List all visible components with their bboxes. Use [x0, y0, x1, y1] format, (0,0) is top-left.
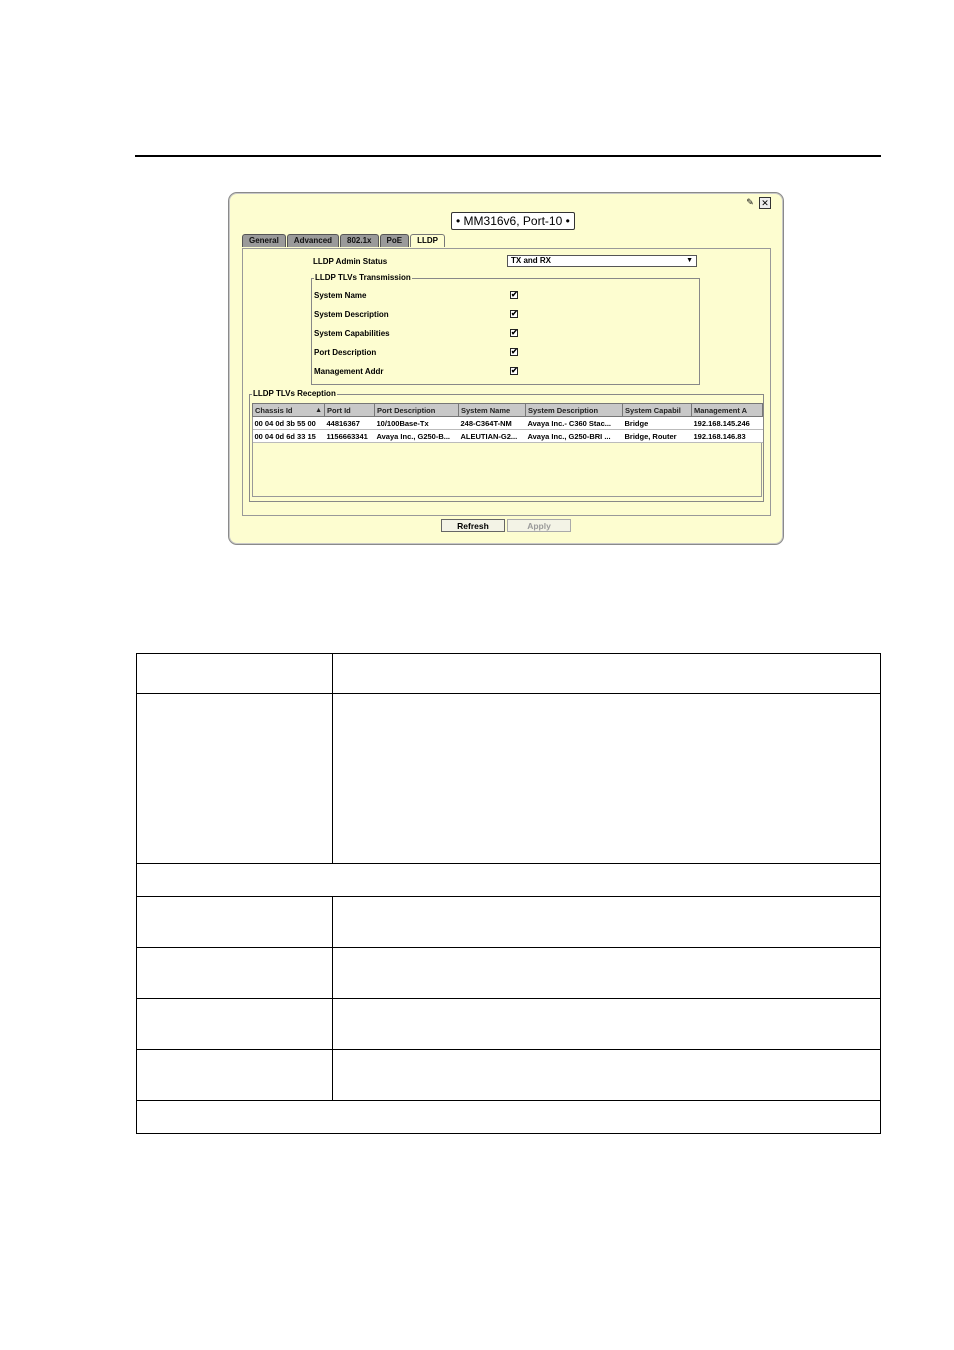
cell-port-description: 10/100Base-Tx	[375, 417, 459, 430]
table-row[interactable]	[253, 430, 763, 443]
col-chassis-id-label: Chassis Id	[255, 405, 293, 415]
reception-group-title: LLDP TLVs Reception	[253, 389, 336, 398]
col-chassis-id[interactable]	[253, 404, 325, 417]
apply-button[interactable]: Apply	[507, 519, 571, 532]
transmission-group	[311, 273, 700, 385]
col-system-description[interactable]: System Description	[526, 404, 623, 417]
table-cell	[332, 654, 880, 694]
table-cell	[332, 694, 880, 864]
table-cell	[137, 999, 333, 1050]
table-row	[137, 999, 881, 1050]
table-row	[137, 948, 881, 999]
table-cell	[332, 897, 880, 948]
cell-port-description: Avaya Inc., G250-B...	[375, 430, 459, 443]
tab-lldp[interactable]: LLDP	[410, 234, 445, 247]
table-cell	[332, 1050, 880, 1101]
admin-status-value: TX and RX	[511, 256, 552, 265]
tlv-label-system-capabilities: System Capabilities	[314, 329, 390, 338]
table-cell	[137, 864, 881, 897]
pin-icon[interactable]: ✎	[746, 197, 754, 207]
window-title: • MM316v6, Port-10 •	[451, 212, 575, 230]
table-cell	[137, 1101, 881, 1134]
col-port-description[interactable]: Port Description	[375, 404, 459, 417]
cell-chassis-id: 00 04 0d 3b 55 00	[253, 417, 325, 430]
cell-system-name: ALEUTIAN-G2...	[459, 430, 526, 443]
tlv-checkbox-system-description[interactable]: ✔	[511, 309, 518, 318]
table-row[interactable]	[253, 417, 763, 430]
cell-system-description: Avaya Inc.- C360 Stac...	[526, 417, 623, 430]
table-row	[137, 1050, 881, 1101]
table-cell	[332, 999, 880, 1050]
window-title-text: MM316v6, Port-10	[463, 214, 563, 228]
cell-chassis-id: 00 04 0d 6d 33 15	[253, 430, 325, 443]
document-table	[136, 653, 881, 1134]
reception-table	[252, 403, 763, 443]
cell-management-address: 192.168.146.83	[692, 430, 763, 443]
col-port-id[interactable]: Port Id	[325, 404, 375, 417]
close-icon[interactable]: ✕	[759, 197, 771, 209]
tab-8021x[interactable]: 802.1x	[340, 234, 378, 247]
tab-bar	[242, 234, 445, 247]
col-management-address[interactable]: Management A	[692, 404, 763, 417]
table-row	[137, 1101, 881, 1134]
tab-poe[interactable]: PoE	[380, 234, 410, 247]
tlv-label-system-name: System Name	[314, 291, 367, 300]
table-cell	[137, 654, 333, 694]
table-cell	[137, 1050, 333, 1101]
transmission-group-title: LLDP TLVs Transmission	[315, 273, 411, 282]
table-cell	[137, 948, 333, 999]
cell-port-id: 44816367	[325, 417, 375, 430]
cell-system-description: Avaya Inc., G250-BRI ...	[526, 430, 623, 443]
cell-system-name: 248-C364T-NM	[459, 417, 526, 430]
table-header-row	[253, 404, 763, 417]
admin-status-label: LLDP Admin Status	[313, 257, 388, 266]
tlv-label-management-addr: Management Addr	[314, 367, 384, 376]
cell-system-capabilities: Bridge	[623, 417, 692, 430]
cell-port-id: 1156663341	[325, 430, 375, 443]
col-system-name[interactable]: System Name	[459, 404, 526, 417]
refresh-button[interactable]: Refresh	[441, 519, 505, 532]
chevron-down-icon: ▼	[686, 257, 693, 264]
tlv-label-system-description: System Description	[314, 310, 389, 319]
table-cell	[137, 694, 333, 864]
tlv-checkbox-port-description[interactable]: ✔	[511, 347, 518, 356]
sort-up-icon: ▲	[315, 406, 322, 414]
cell-system-capabilities: Bridge, Router	[623, 430, 692, 443]
table-row	[137, 654, 881, 694]
tlv-label-port-description: Port Description	[314, 348, 377, 357]
table-row	[137, 694, 881, 864]
table-row	[137, 864, 881, 897]
tab-advanced[interactable]: Advanced	[287, 234, 339, 247]
tab-general[interactable]: General	[242, 234, 286, 247]
tlv-checkbox-management-addr[interactable]: ✔	[511, 366, 518, 375]
lldp-panel	[242, 248, 771, 516]
table-cell	[332, 948, 880, 999]
window-controls	[745, 197, 771, 209]
table-row	[137, 897, 881, 948]
cell-management-address: 192.168.145.246	[692, 417, 763, 430]
col-system-capabilities[interactable]: System Capabil	[623, 404, 692, 417]
table-cell	[137, 897, 333, 948]
admin-status-select[interactable]	[507, 255, 697, 267]
tlv-checkbox-system-capabilities[interactable]: ✔	[511, 328, 518, 337]
port-config-window	[228, 192, 784, 545]
tlv-checkbox-system-name[interactable]: ✔	[511, 290, 518, 299]
reception-group	[249, 389, 764, 502]
top-rule	[135, 155, 881, 157]
